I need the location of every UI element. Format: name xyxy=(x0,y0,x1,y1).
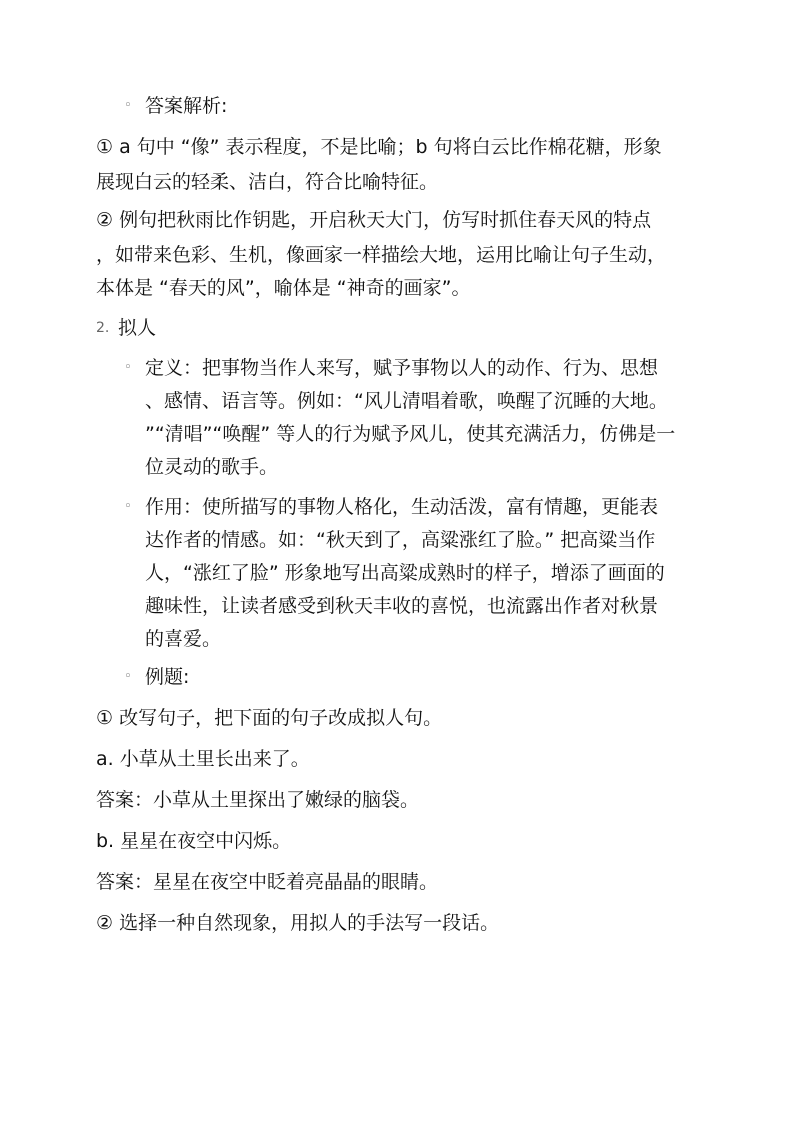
definition-line2: 、感情、语言等。例如：“风儿清唱着歌，唤醒了沉睡的大地。 xyxy=(145,390,668,412)
list-bullet: ◦ xyxy=(124,669,132,684)
question2: ② 选择一种自然现象，用拟人的手法写一段话。 xyxy=(96,912,500,934)
answer1-line2: 展现白云的轻柔、洁白，符合比喻特征。 xyxy=(96,171,439,193)
answer2-line2: ，如带来色彩、生机，像画家一样描绘大地，运用比喻让句子生动， xyxy=(96,244,667,266)
definition-line1: 定义：把事物当作人来写，赋予事物以人的动作、行为、思想 xyxy=(145,357,659,379)
answer2-line1: ② 例句把秋雨比作钥匙，开启秋天大门，仿写时抓住春天风的特点 xyxy=(96,209,652,231)
question1a-answer: 答案：小草从土里探出了嫩绿的脑袋。 xyxy=(96,789,420,811)
list-bullet: ◦ xyxy=(124,360,132,375)
effect-line4: 趣味性，让读者感受到秋天丰收的喜悦，也流露出作者对秋景 xyxy=(145,595,659,617)
answer-analysis-heading: 答案解析: xyxy=(145,95,228,117)
effect-line5: 的喜爱。 xyxy=(145,628,222,650)
list-bullet: ◦ xyxy=(124,499,132,514)
question1b-answer: 答案：星星在夜空中眨着亮晶晶的眼睛。 xyxy=(96,871,439,893)
example-heading: 例题: xyxy=(145,666,190,688)
definition-line3: ”“清唱”“唤醒” 等人的行为赋予风儿，使其充满活力，仿佛是一 xyxy=(145,423,676,445)
answer1-line1: ① a 句中 “像” 表示程度，不是比喻；b 句将白云比作棉花糖，形象 xyxy=(96,136,662,158)
answer2-line3: 本体是 “春天的风”，喻体是 “神奇的画家”。 xyxy=(96,277,471,299)
definition-line4: 位灵动的歌手。 xyxy=(145,456,279,478)
list-bullet: ◦ xyxy=(124,98,132,113)
question1a: a. 小草从土里长出来了。 xyxy=(96,748,310,770)
section-heading: 拟人 xyxy=(118,317,157,339)
effect-line1: 作用：使所描写的事物人格化，生动活泼，富有情趣，更能表 xyxy=(145,496,659,518)
effect-line2: 达作者的情感。如：“秋天到了，高粱涨红了脸。” 把高粱当作 xyxy=(145,529,656,551)
effect-line3: 人，“涨红了脸” 形象地写出高粱成熟时的样子，增添了画面的 xyxy=(145,562,665,584)
question1b: b. 星星在夜空中闪烁。 xyxy=(96,830,292,852)
question1: ① 改写句子，把下面的句子改成拟人句。 xyxy=(96,707,443,729)
section-number: 2. xyxy=(96,320,110,336)
